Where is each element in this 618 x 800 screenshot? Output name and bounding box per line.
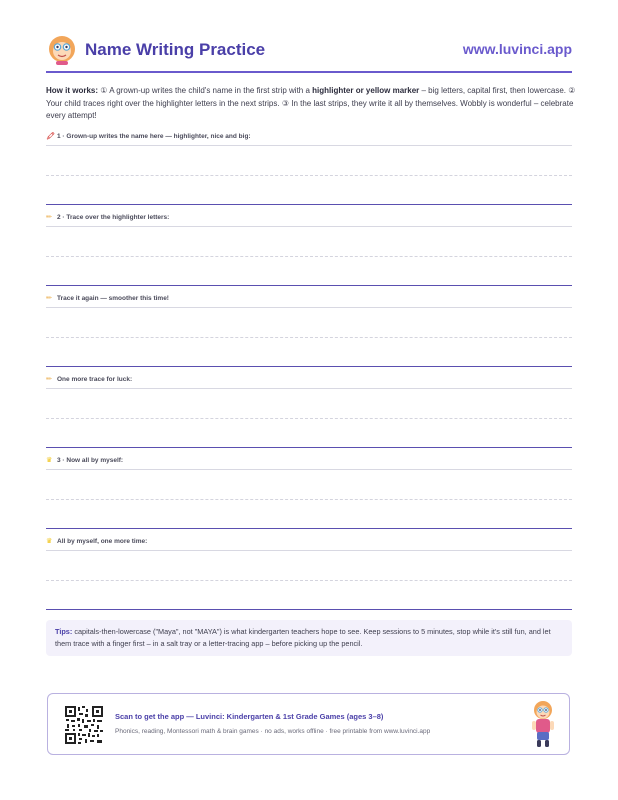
strip-baseline [46, 366, 572, 367]
writing-strip-1[interactable] [46, 132, 572, 194]
how-it-works-lead: How it works: [46, 86, 99, 95]
strip-midline [46, 580, 572, 581]
page-header [46, 32, 572, 72]
crown-icon: ♛ [46, 457, 53, 464]
strip-label: ✏ One more trace for luck: [46, 376, 133, 383]
strip-label: ✏ Trace it again — smoother this time! [46, 295, 169, 302]
strip-top-line [46, 307, 572, 308]
writing-strip-3[interactable] [46, 294, 572, 356]
intro-part-1: ① A grown-up writes the child's name in the first strip with a [98, 86, 313, 95]
header-divider [46, 71, 572, 73]
strip-baseline [46, 528, 572, 529]
qr-code-icon[interactable] [64, 705, 104, 745]
app-promo-footer [47, 693, 570, 755]
strip-midline [46, 175, 572, 176]
mascot-girl-icon [529, 699, 557, 749]
strip-top-line [46, 469, 572, 470]
writing-strip-6[interactable] [46, 537, 572, 599]
strip-baseline [46, 285, 572, 286]
strip-label: ♛ All by myself, one more time: [46, 538, 148, 545]
strip-midline [46, 256, 572, 257]
strip-top-line [46, 145, 572, 146]
crown-icon: ♛ [46, 538, 53, 545]
strip-midline [46, 337, 572, 338]
strip-label: ♛ 3 · Now all by myself: [46, 457, 124, 464]
how-it-works-text [46, 85, 576, 123]
footer-title: Scan to get the app — Luvinci: Kindergarten & 1st Grade Games (ages 3–8) [115, 712, 384, 721]
strip-baseline [46, 447, 572, 448]
pencil-icon: ✏ [46, 376, 52, 383]
pencil-icon: ✏ [46, 214, 52, 221]
tips-text: capitals-then-lowercase ("Maya", not "MAYA") is what kindergarten teachers hope to see. Keep sessions to 5 minutes, stop while it's still fun, and let them trace with a finger first – in a salt tray or a letter-tracing app – before picking up the pencil. [55, 627, 551, 648]
site-url: www.luvinci.app [462, 41, 572, 57]
crayon-icon: 🖍 [46, 133, 55, 140]
strip-top-line [46, 226, 572, 227]
strip-top-line [46, 388, 572, 389]
girl-avatar-icon [46, 34, 78, 66]
intro-part-2: – big letters, capital first, then lowercase. ② Your child traces right over the highlighter letters in the next strips. ③ In the last strips, they write it all by themselves. Wobbly is wonderful – celebrate every attempt! [46, 86, 576, 120]
tips-box [46, 620, 572, 656]
writing-strip-4[interactable] [46, 375, 572, 437]
pencil-icon: ✏ [46, 295, 52, 302]
strip-top-line [46, 550, 572, 551]
writing-strip-2[interactable] [46, 213, 572, 275]
tips-lead: Tips: [55, 627, 73, 636]
strip-baseline [46, 204, 572, 205]
writing-strip-5[interactable] [46, 456, 572, 518]
intro-bold-highlighter: highlighter or yellow marker [312, 86, 420, 95]
strip-baseline [46, 609, 572, 610]
strip-midline [46, 418, 572, 419]
strip-label: ✏ 2 · Trace over the highlighter letters: [46, 214, 170, 221]
page-title: Name Writing Practice [85, 40, 266, 59]
strip-label: 🖍 1 · Grown-up writes the name here — highlighter, nice and big: [46, 133, 251, 140]
strip-midline [46, 499, 572, 500]
footer-subtitle: Phonics, reading, Montessori math & brain games · no ads, works offline · free printable from www.luvinci.app [115, 728, 431, 735]
